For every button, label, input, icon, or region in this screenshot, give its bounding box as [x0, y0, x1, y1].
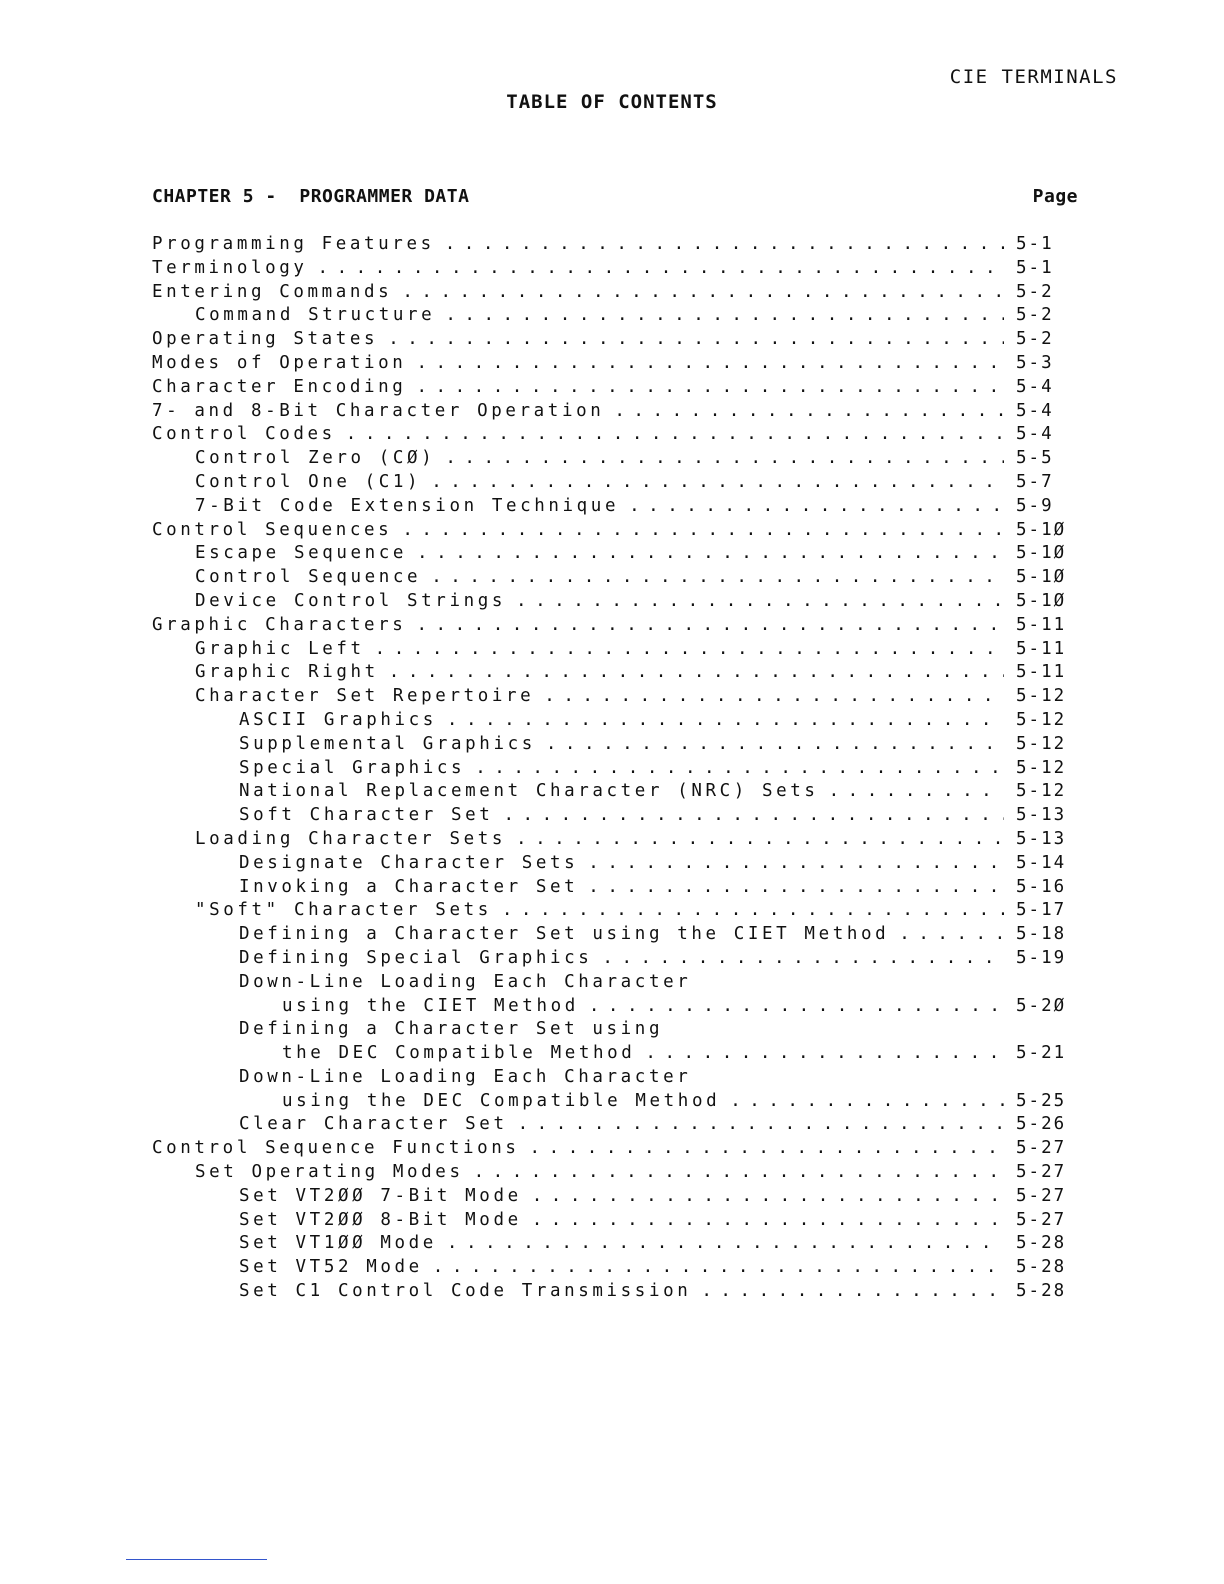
- toc-entry: [152, 304, 1078, 328]
- toc-dot-leader: [518, 1113, 1004, 1137]
- toc-entry-label: Terminology: [152, 257, 308, 278]
- toc-entry-label: using the CIET Method: [282, 995, 579, 1016]
- toc-entry-page: 5-1Ø: [1016, 543, 1067, 564]
- toc-dot-leader: [503, 804, 1004, 828]
- toc-dot-leader: [730, 1090, 1004, 1114]
- toc-entry: [152, 923, 1078, 947]
- toc-entry: [152, 1066, 1078, 1090]
- toc-entry-page: 5-1Ø: [1016, 567, 1067, 588]
- toc-dot-leader: [588, 876, 1004, 900]
- toc-entry: [152, 233, 1078, 257]
- toc-entry-label: Invoking a Character Set: [239, 876, 579, 897]
- toc-entry: [152, 1232, 1078, 1256]
- running-head: CIE TERMINALS: [949, 66, 1118, 88]
- toc-dot-leader: [629, 495, 1004, 519]
- toc-entry: [152, 614, 1078, 638]
- toc-entry-label: Soft Character Set: [239, 805, 494, 826]
- toc-dot-leader: [447, 1232, 1004, 1256]
- toc-entry-label: Control Codes: [152, 424, 336, 445]
- toc-entry-label: Defining Special Graphics: [239, 947, 593, 968]
- chapter-heading-row: [152, 186, 1078, 207]
- toc-entry-page: 5-21: [1016, 1043, 1067, 1064]
- toc-entry-label: Set VT52 Mode: [239, 1257, 423, 1278]
- toc-entry-page: 5-12: [1016, 709, 1067, 730]
- toc-entry-label: Character Encoding: [152, 376, 407, 397]
- toc-entry: [152, 400, 1078, 424]
- toc-entry-page: 5-1: [1016, 257, 1054, 278]
- toc-entry: [152, 1280, 1078, 1304]
- toc-dot-leader: [416, 352, 1004, 376]
- toc-entry-label: Escape Sequence: [195, 543, 408, 564]
- toc-dot-leader: [402, 281, 1004, 305]
- toc-dot-leader: [431, 471, 1004, 495]
- toc-entry-page: 5-11: [1016, 662, 1067, 683]
- toc-dot-leader: [402, 519, 1004, 543]
- toc-entry-label: Control Sequences: [152, 519, 393, 540]
- toc-entry-page: 5-28: [1016, 1257, 1067, 1278]
- toc-entry: [152, 376, 1078, 400]
- toc-entry-label: Graphic Characters: [152, 614, 407, 635]
- toc-entry-page: 5-27: [1016, 1185, 1067, 1206]
- toc-entry-page: 5-27: [1016, 1209, 1067, 1230]
- toc-entry-label: Character Set Repertoire: [195, 686, 535, 707]
- toc-entry-page: 5-25: [1016, 1090, 1067, 1111]
- toc-entry-label: Graphic Right: [195, 662, 379, 683]
- toc-entry: [152, 328, 1078, 352]
- toc-entry-page: 5-4: [1016, 376, 1054, 397]
- table-of-contents: [152, 233, 1078, 1304]
- toc-entry: [152, 281, 1078, 305]
- toc-entry-label: Defining a Character Set using the CIET Method: [239, 924, 890, 945]
- toc-entry-label: Control Zero (CØ): [195, 448, 436, 469]
- toc-dot-leader: [530, 1137, 1004, 1161]
- toc-entry-page: 5-9: [1016, 495, 1054, 516]
- toc-entry-label: Graphic Left: [195, 638, 365, 659]
- toc-entry: [152, 1185, 1078, 1209]
- toc-entry: [152, 495, 1078, 519]
- toc-entry-label: Set VT2ØØ 8-Bit Mode: [239, 1209, 522, 1230]
- toc-entry: [152, 876, 1078, 900]
- toc-dot-leader: [701, 1280, 1004, 1304]
- toc-entry-label: Programming Features: [152, 234, 435, 254]
- toc-entry-page: 5-1Ø: [1016, 519, 1067, 540]
- toc-entry-label: Designate Character Sets: [239, 852, 579, 873]
- toc-entry: [152, 566, 1078, 590]
- toc-entry-label: Entering Commands: [152, 281, 393, 302]
- toc-dot-leader: [502, 899, 1004, 923]
- toc-dot-leader: [532, 1185, 1004, 1209]
- toc-entry-label: Set Operating Modes: [195, 1162, 464, 1183]
- toc-entry: [152, 685, 1078, 709]
- toc-entry-label: Set C1 Control Code Transmission: [239, 1281, 692, 1302]
- toc-dot-leader: [588, 852, 1004, 876]
- toc-entry: [152, 780, 1078, 804]
- toc-entry-page: 5-13: [1016, 805, 1067, 826]
- toc-entry-page: 5-2Ø: [1016, 995, 1067, 1016]
- toc-entry-page: 5-19: [1016, 947, 1067, 968]
- toc-entry-page: 5-3: [1016, 352, 1054, 373]
- toc-entry: [152, 1209, 1078, 1233]
- toc-dot-leader: [899, 923, 1004, 947]
- toc-entry-page: 5-1Ø: [1016, 590, 1067, 611]
- toc-entry: [152, 899, 1078, 923]
- toc-entry-page: 5-5: [1016, 448, 1054, 469]
- toc-entry: [152, 757, 1078, 781]
- toc-entry: [152, 828, 1078, 852]
- toc-entry: [152, 804, 1078, 828]
- toc-dot-leader: [475, 757, 1004, 781]
- toc-entry-page: 5-14: [1016, 852, 1067, 873]
- toc-entry: [152, 1256, 1078, 1280]
- toc-entry: [152, 542, 1078, 566]
- toc-entry-label: Operating States: [152, 329, 379, 350]
- toc-entry: [152, 638, 1078, 662]
- toc-entry: [152, 995, 1078, 1019]
- toc-entry-page: 5-12: [1016, 757, 1067, 778]
- toc-dot-leader: [388, 328, 1004, 352]
- toc-dot-leader: [375, 638, 1004, 662]
- toc-entry-page: 5-27: [1016, 1162, 1067, 1183]
- toc-entry: [152, 1090, 1078, 1114]
- toc-dot-leader: [389, 661, 1004, 685]
- toc-dot-leader: [445, 447, 1004, 471]
- page-column-label: Page: [1032, 186, 1078, 207]
- toc-entry-page: 5-4: [1016, 424, 1054, 445]
- toc-entry: [152, 947, 1078, 971]
- toc-entry-page: 5-12: [1016, 686, 1067, 707]
- toc-entry-label: "Soft" Character Sets: [195, 900, 492, 921]
- toc-entry: [152, 1042, 1078, 1066]
- toc-entry-label: Command Structure: [195, 305, 436, 326]
- toc-dot-leader: [433, 1256, 1004, 1280]
- toc-entry: [152, 352, 1078, 376]
- toc-entry-page: 5-28: [1016, 1233, 1067, 1254]
- toc-entry-page: 5-16: [1016, 876, 1067, 897]
- toc-entry: [152, 733, 1078, 757]
- footer-rule: [126, 1559, 267, 1560]
- toc-entry-label: the DEC Compatible Method: [282, 1043, 636, 1064]
- toc-entry-page: 5-18: [1016, 924, 1067, 945]
- toc-entry: [152, 423, 1078, 447]
- toc-dot-leader: [602, 947, 1004, 971]
- chapter-heading: CHAPTER 5 - PROGRAMMER DATA: [152, 186, 470, 207]
- toc-entry-label: using the DEC Compatible Method: [282, 1090, 721, 1111]
- toc-entry-label: Clear Character Set: [239, 1114, 508, 1135]
- toc-entry: [152, 590, 1078, 614]
- toc-entry-label: Special Graphics: [239, 757, 466, 778]
- toc-entry-label: Device Control Strings: [195, 590, 506, 611]
- toc-dot-leader: [546, 733, 1004, 757]
- toc-dot-leader: [645, 1042, 1004, 1066]
- toc-entry-page: 5-1: [1016, 234, 1054, 254]
- toc-entry: [152, 852, 1078, 876]
- toc-entry-label: Down-Line Loading Each Character: [239, 1066, 692, 1087]
- page-title: TABLE OF CONTENTS: [506, 91, 718, 113]
- toc-dot-leader: [416, 614, 1004, 638]
- toc-dot-leader: [445, 304, 1004, 328]
- toc-entry-label: Control Sequence Functions: [152, 1138, 520, 1159]
- toc-entry-page: 5-27: [1016, 1138, 1067, 1159]
- toc-dot-leader: [416, 376, 1004, 400]
- toc-entry-label: Loading Character Sets: [195, 828, 506, 849]
- toc-dot-leader: [447, 709, 1004, 733]
- toc-entry-page: 5-11: [1016, 614, 1067, 635]
- toc-entry-page: 5-13: [1016, 828, 1067, 849]
- toc-dot-leader: [614, 400, 1004, 424]
- toc-entry-page: 5-2: [1016, 329, 1054, 350]
- toc-entry: [152, 447, 1078, 471]
- toc-entry: [152, 661, 1078, 685]
- toc-entry-page: 5-12: [1016, 781, 1067, 802]
- toc-entry-label: National Replacement Character (NRC) Sets: [239, 781, 819, 802]
- toc-entry: [152, 971, 1078, 995]
- toc-entry-label: Control One (C1): [195, 471, 422, 492]
- toc-entry-page: 5-2: [1016, 305, 1054, 326]
- toc-entry-label: Modes of Operation: [152, 352, 407, 373]
- toc-entry: [152, 1018, 1078, 1042]
- toc-entry-label: ASCII Graphics: [239, 709, 437, 730]
- toc-dot-leader: [589, 995, 1004, 1019]
- toc-entry-label: Set VT1ØØ Mode: [239, 1233, 437, 1254]
- toc-dot-leader: [532, 1209, 1004, 1233]
- toc-entry-label: 7-Bit Code Extension Technique: [195, 495, 620, 516]
- toc-entry: [152, 709, 1078, 733]
- toc-entry-label: Down-Line Loading Each Character: [239, 971, 692, 992]
- toc-entry-label: Defining a Character Set using: [239, 1019, 664, 1040]
- toc-entry: [152, 257, 1078, 281]
- toc-dot-leader: [829, 780, 1004, 804]
- toc-dot-leader: [516, 828, 1004, 852]
- toc-entry-page: 5-26: [1016, 1114, 1067, 1135]
- toc-entry: [152, 1161, 1078, 1185]
- toc-dot-leader: [417, 542, 1004, 566]
- toc-entry-label: Set VT2ØØ 7-Bit Mode: [239, 1185, 522, 1206]
- toc-dot-leader: [431, 566, 1004, 590]
- toc-dot-leader: [474, 1161, 1004, 1185]
- toc-dot-leader: [516, 590, 1004, 614]
- toc-entry-page: 5-12: [1016, 733, 1067, 754]
- toc-entry: [152, 1113, 1078, 1137]
- toc-entry: [152, 1137, 1078, 1161]
- toc-entry-page: 5-2: [1016, 281, 1054, 302]
- toc-dot-leader: [346, 423, 1004, 447]
- toc-entry: [152, 519, 1078, 543]
- toc-entry-page: 5-28: [1016, 1281, 1067, 1302]
- toc-entry-page: 5-4: [1016, 400, 1054, 421]
- toc-entry-label: Control Sequence: [195, 567, 422, 588]
- toc-dot-leader: [544, 685, 1004, 709]
- toc-dot-leader: [445, 233, 1004, 257]
- toc-entry-label: 7- and 8-Bit Character Operation: [152, 400, 605, 421]
- toc-entry-label: Supplemental Graphics: [239, 733, 536, 754]
- toc-entry-page: 5-17: [1016, 900, 1067, 921]
- toc-entry-page: 5-7: [1016, 471, 1054, 492]
- toc-dot-leader: [318, 257, 1005, 281]
- toc-entry-page: 5-11: [1016, 638, 1067, 659]
- toc-entry: [152, 471, 1078, 495]
